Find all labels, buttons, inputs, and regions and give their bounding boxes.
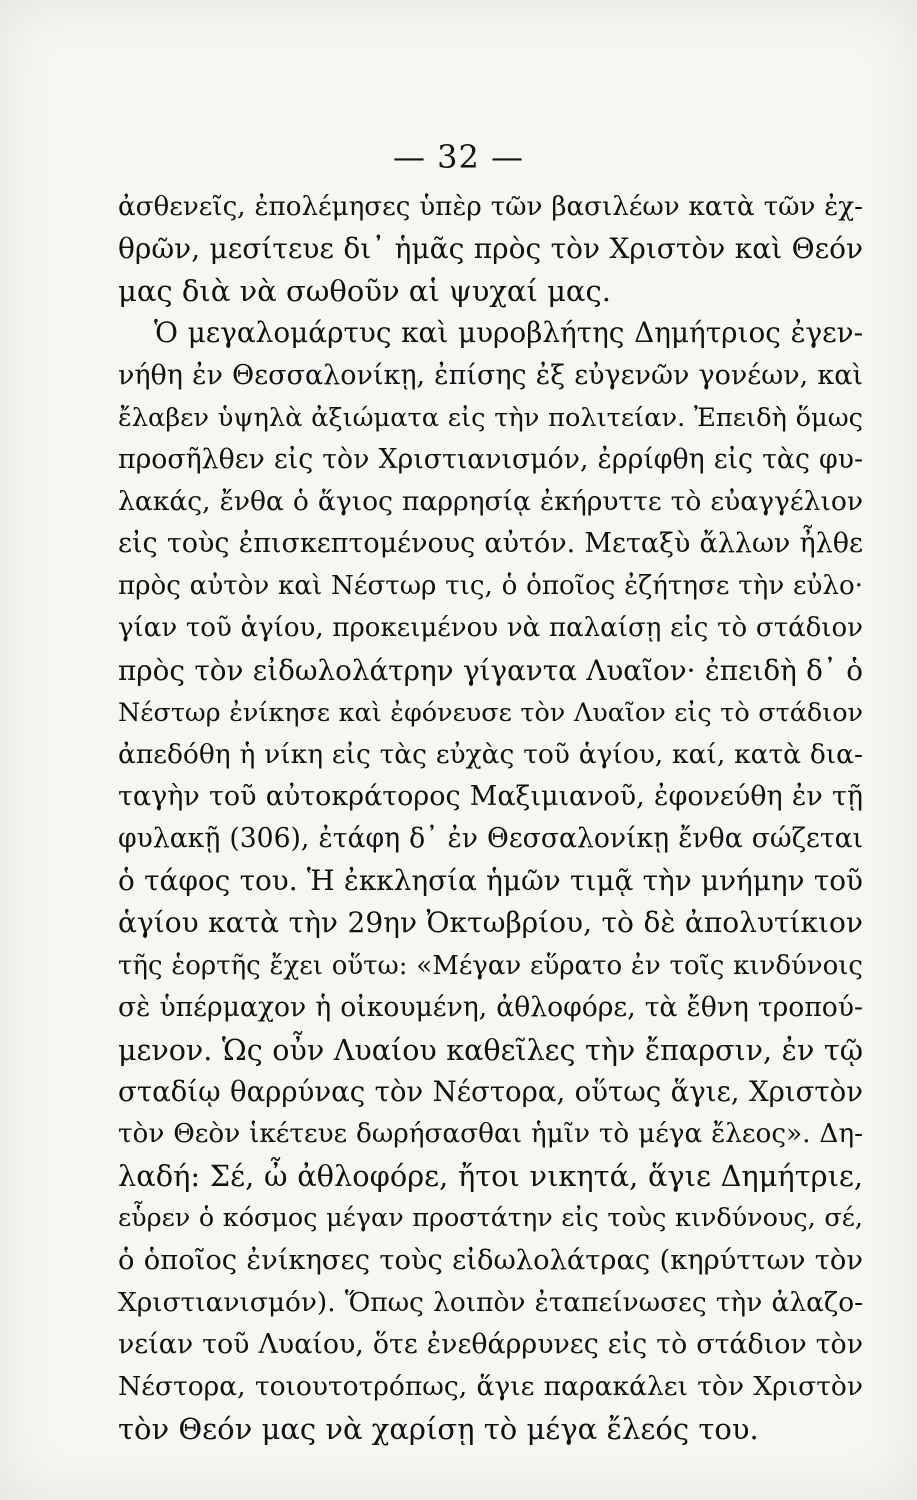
text-line: πρὸς τὸν εἰδωλολάτρην γίγαντα Λυαῖον· ἐπειδὴ δ᾽ ὁ [118,653,863,687]
text-line: ὁ ὁποῖος ἐνίκησες τοὺς εἰδωλολάτρας (κηρύττων τὸν [118,1244,863,1276]
text-line: ταγὴν τοῦ αὐτοκράτορος Μαξιμιανοῦ, ἐφονεύθη ἐν τῇ [118,780,863,812]
text-line: ἀπεδόθη ἡ νίκη εἰς τὰς εὐχὰς τοῦ ἁγίου, καί, κατὰ δια- [118,738,863,770]
text-line: Ὁ μεγαλομάρτυς καὶ μυροβλήτης Δημήτριος ἐγεν- [154,316,863,350]
text-line: λακάς, ἔνθα ὁ ἅγιος παρρησίᾳ ἐκήρυττε τὸ εὐαγγέλιον [118,485,863,517]
text-line: ἁγίου κατὰ τὴν 29ην Ὀκτωβρίου, τὸ δὲ ἀπολυτίκιον [118,906,863,940]
text-line: Χριστιανισμόν). Ὅπως λοιπὸν ἐταπείνωσες τὴν ἀλαζο- [118,1286,863,1318]
text-line: σὲ ὑπέρμαχον ἡ οἰκουμένη, ἀθλοφόρε, τὰ ἔθνη τροπού- [118,991,863,1023]
text-line: μας διὰ νὰ σωθοῦν αἱ ψυχαί μας. [118,274,611,309]
text-line: εἰς τοὺς ἐπισκεπτομένους αὐτόν. Μεταξὺ ἄλλων ἦλθε [118,528,863,560]
text-line: νείαν τοῦ Λυαίου, ὅτε ἐνεθάρρυνες εἰς τὸ στάδιον τὸν [118,1328,863,1360]
text-line: τὸν Θεόν μας νὰ χαρίσῃ τὸ μέγα ἔλεός του. [118,1412,759,1447]
text-line: ἔλαβεν ὑψηλὰ ἀξιώματα εἰς τὴν πολιτείαν. Ἐπειδὴ ὅμως [118,402,863,433]
text-line: τῆς ἑορτῆς ἔχει οὕτω: «Μέγαν εὕρατο ἐν τοῖς κινδύνοις [118,950,863,981]
text-line: εὗρεν ὁ κόσμος μέγαν προστάτην εἰς τοὺς κινδύνους, σέ, [118,1203,863,1234]
text-line: θρῶν, μεσίτευε δι᾽ ἡμᾶς πρὸς τὸν Χριστὸν καὶ Θεόν [118,232,863,266]
text-line: γίαν τοῦ ἁγίου, προκειμένου νὰ παλαίσῃ εἰς τὸ στάδιον [118,613,863,644]
text-line: νήθη ἐν Θεσσαλονίκῃ, ἐπίσης ἐξ εὐγενῶν γονέων, καὶ [118,359,863,391]
text-line: ὁ τάφος του. Ἡ ἐκκλησία ἡμῶν τιμᾷ τὴν μνήμην τοῦ [118,864,863,898]
text-line: τὸν Θεὸν ἱκέτευε δωρήσασθαι ἡμῖν τὸ μέγα ἔλεος». Δη- [118,1119,863,1150]
text-line: προσῆλθεν εἰς τὸν Χριστιανισμόν, ἐρρίφθη εἰς τὰς φυ- [118,443,863,475]
text-line: ἀσθενεῖς, ἐπολέμησες ὑπὲρ τῶν βασιλέων κατὰ τῶν ἐχ- [118,192,863,222]
body-text [118,186,863,1450]
text-line: σταδίῳ θαρρύνας τὸν Νέστορα, οὕτως ἅγιε, Χριστὸν [118,1074,863,1108]
page-number: — 32 — [392,138,525,176]
text-line: λαδή: Σέ, ὦ ἀθλοφόρε, ἤτοι νικητά, ἅγιε Δημήτριε, [118,1159,863,1194]
text-line: μενον. Ὡς οὖν Λυαίου καθεῖλες τὴν ἔπαρσιν, ἐν τῷ [118,1032,863,1067]
text-line: πρὸς αὐτὸν καὶ Νέστωρ τις, ὁ ὁποῖος ἐζήτησε τὴν εὐλο· [118,571,863,602]
text-line: Νέστωρ ἐνίκησε καὶ ἐφόνευσε τὸν Λυαῖον εἰς τὸ στάδιον [118,697,863,728]
text-line: φυλακῇ (306), ἐτάφη δ᾽ ἐν Θεσσαλονίκῃ ἔνθα σώζεται [118,823,863,855]
text-line: Νέστορα, τοιουτοτρόπως, ἅγιε παρακάλει τὸν Χριστὸν [118,1370,863,1402]
